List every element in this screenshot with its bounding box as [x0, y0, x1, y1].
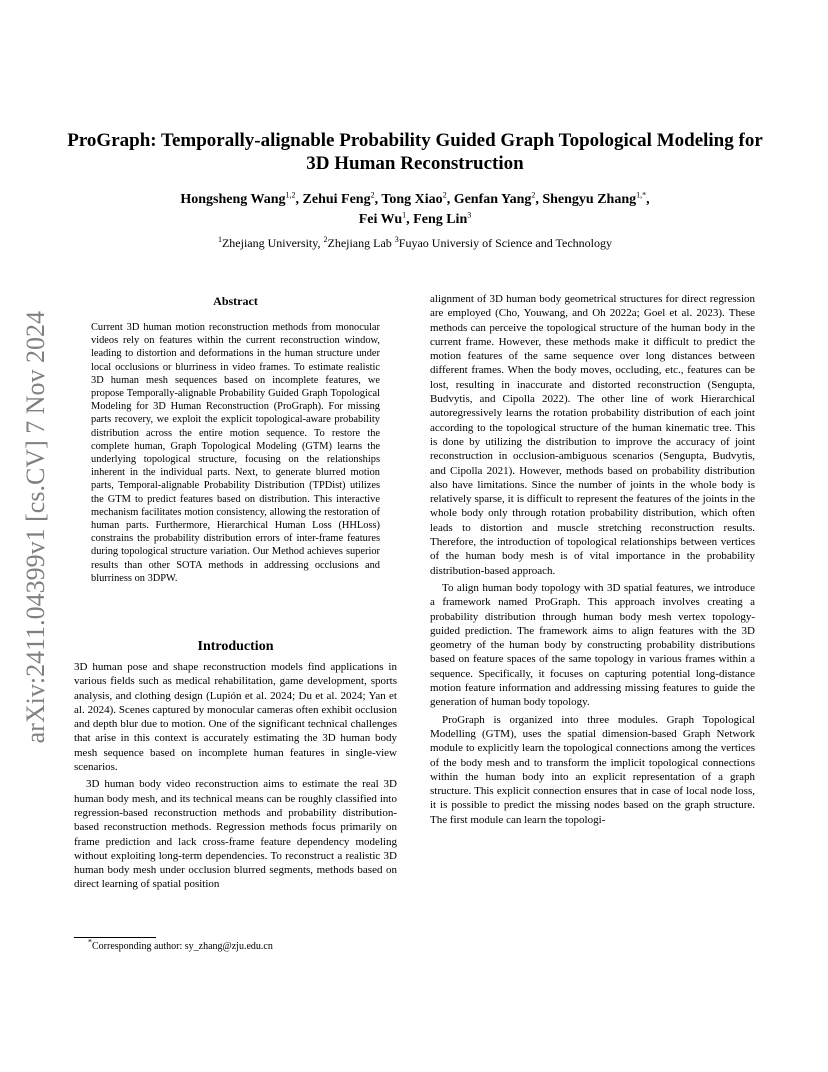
author-name: Feng Lin: [413, 212, 468, 227]
paragraph: 3D human pose and shape reconstruction models find applications in various fields such as medical rehabilitation, game development, sports analysis, and clothing design (Lupión et al. 2024; Du et al. 2024; Yan et al. 2024). Scenes captured by monocular cameras often exhibit occlusion and depth blur due to motion. One of the significant technical challenges that arise in this context is accurately estimating the 3D human body mesh sequence based on incomplete human features in single-view scenarios.: [74, 661, 397, 774]
arxiv-sidebar: [17, 292, 55, 762]
affiliation: Zhejiang University,: [221, 236, 324, 250]
author-line-1: Hongsheng Wang$^{1,2}$, Zehui Feng$^2$, Tong Xiao$^2$, Genfan Yang$^2$, Shengyu Zhang$^{1,*}$,: [180, 190, 650, 207]
author-affil-sup: 1,*: [636, 190, 647, 200]
affiliation: Zhejiang Lab: [327, 236, 395, 250]
author-line-2: Fei Wu$^1$, Feng Lin$^3$: [358, 210, 472, 227]
abstract-heading: Abstract: [213, 294, 258, 308]
left-column: [74, 293, 397, 891]
footnote: [88, 937, 273, 953]
paragraph: To align human body topology with 3D spatial features, we introduce a framework named ProGraph. This approach involves creating a probability distribution through human body mesh vertex topology-guided prediction. The framework aims to align features with the 3D geometry of the human body by constructing probability distributions based on feature spaces of the same topology in various frames within a sequence. Specifically, it focuses on capturing potential long-distance motion feature information and addressing missing features to guide the generation of human body topology.: [430, 581, 755, 709]
introduction-heading: Introduction: [197, 639, 274, 654]
arxiv-identifier: arXiv:2411.04399v1 [cs.CV] 7 Nov 2024: [21, 310, 50, 744]
author-list: [60, 190, 770, 230]
author-affil-sup: 1,2: [285, 190, 296, 200]
author-name: Tong Xiao: [381, 192, 443, 207]
introduction-body: [74, 660, 397, 892]
footnote-rule: [74, 937, 156, 938]
abstract-text: Current 3D human motion reconstruction methods from monocular videos rely on features within the current reconstruction window, leading to distortion and deformations in the human structure under local occlusions or blurriness in video frames. To estimate realistic 3D human mesh sequences based on incomplete features, we propose Temporally-alignable Probability Guided Graph Topological Modeling for 3D Human Reconstruction (ProGraph). For missing parts recovery, we exploit the explicit topological-aware probability distribution across the entire motion sequence. To restore the complete human, Graph Topological Modeling (GTM) learns the underlying topological structure, focusing on the relationships inherent in the individual parts. Next, to generate blurred motion parts, Temporal-alignable Probability Distribution (TPDist) utilizes the GTM to predict features based on distribution. This interactive mechanism facilitates motion consistency, allowing the restoration of human parts. Furthermore, Hierarchical Human Loss (HHLoss) constrains the probability distribution errors of inter-frame features during topological structure variation. Our Method achieves superior results than other SOTA methods in addressing occlusions and blurriness on 3DPW.: [91, 322, 380, 584]
author-name: Zehui Feng: [302, 192, 371, 207]
paragraph: ProGraph is organized into three modules. Graph Topological Modelling (GTM), uses the spatial dimension-based Graph Network module to explicitly learn the topological connections among the vertices of the body mesh and to transform the implicit topological connections within the human body into an explicit representation of a graph structure. This explicit connection ensures that in case of local node loss, it is possible to predict the missing nodes based on the graph structure. The first module can learn the topologi-: [430, 713, 755, 826]
author-affil-sup: 2: [531, 190, 536, 200]
paragraph: alignment of 3D human body geometrical structures for direct regression are employed (Cho, Youwang, and Oh 2022a; Goel et al. 2023). These methods can perceive the topological structure of the human body in the current frame. However, these methods make it difficult to predict the motion features of the same sequence over long distances between different frames. When the body moves, occluding, etc., features can be lost, resulting in inaccurate and distorted reconstruction (Sengupta, Budvytis, and Cipolla 2022). The other line of work Hierarchical autoregressively learns the rotation probability distribution of each joint according to the topological structure of the human kinematic tree. This is done by utilizing the distribution to improve the accuracy of joint reconstruction in occlusion-ambiguous scenarios (Sengupta, Budvytis, and Cipolla 2021). However, methods based on probability distribution also have limitations. Since the number of joints in the whole body is relatively sparse, it is difficult to represent the features of the joints in the whole body only through rotation probability distribution, which often leads to distortion and muscle stretching reconstruction results. Therefore, the introduction of topological relationships between vertices of the human body mesh is of vital importance in the probability distribution-based approach.: [430, 293, 755, 577]
author-name: Shengyu Zhang: [542, 192, 637, 207]
author-name: Genfan Yang: [453, 192, 532, 207]
author-affil-sup: 2: [442, 190, 447, 200]
author-affil-sup: 1: [402, 210, 407, 220]
author-name: Hongsheng Wang: [180, 192, 286, 207]
affiliations: $^1$Zhejiang University, $^2$Zhejiang Lab $^3$Fuyao Universiy of Science and Technology: [217, 235, 613, 250]
author-affil-sup: 3: [467, 210, 472, 220]
author-name: Fei Wu: [358, 212, 403, 227]
author-affil-sup: 2: [370, 190, 375, 200]
paragraph: 3D human body video reconstruction aims to estimate the real 3D human body mesh, and its technical means can be roughly classified into regression-based reconstruction methods and probability distribution-based reconstruction methods. Regression methods focus primarily on frame prediction and lack cross-frame feature dependency modeling without exploiting long-term dependencies. To reconstruct a realistic 3D human body mesh under occlusion blurred segments, methods based on direct learning of spatial position: [74, 778, 397, 891]
right-column: [430, 292, 755, 827]
footnote-marker: *: [88, 937, 92, 947]
paper-title: ProGraph: Temporally-alignable Probability Guided Graph Topological Modeling for 3D Human Reconstruction: [67, 130, 763, 174]
affiliation: Fuyao Universiy of Science and Technology: [398, 236, 613, 250]
footnote-text: Corresponding author: sy_zhang@zju.edu.cn: [92, 941, 273, 952]
